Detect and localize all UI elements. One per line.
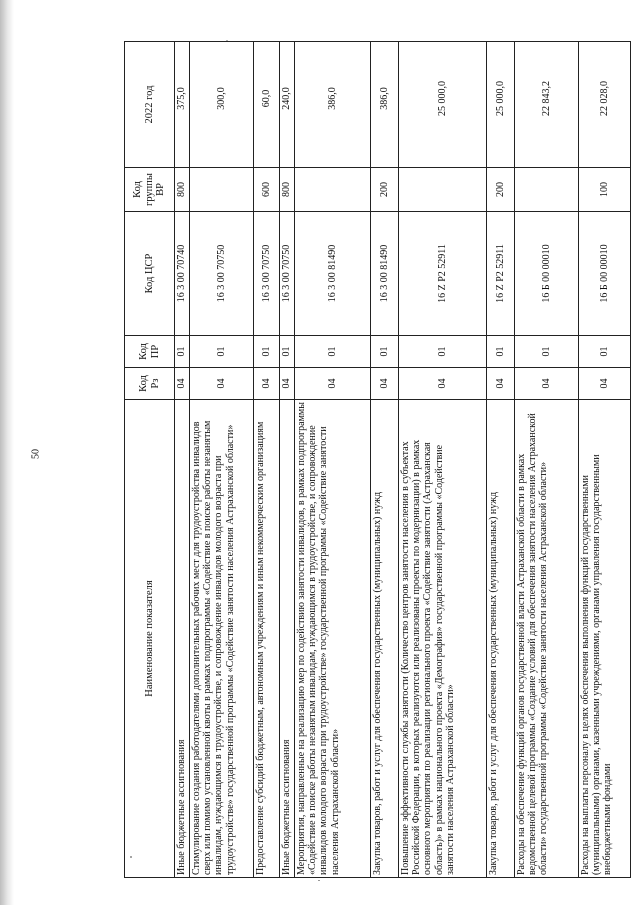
cell-name: Иные бюджетные ассигнования (175, 400, 190, 878)
table-body (175, 42, 631, 878)
cell-rz: 04 (515, 368, 579, 400)
cell-vr (190, 168, 254, 212)
cell-name: Закупка товаров, работ и услуг для обеспечения государственных (муниципальных) нужд (487, 400, 515, 878)
cell-value: 375,0 (175, 42, 190, 168)
table-header-row (125, 42, 175, 878)
table-row (280, 42, 295, 878)
table-row (254, 42, 280, 878)
cell-value: 60,0 (254, 42, 280, 168)
cell-vr (295, 168, 371, 212)
budget-table (124, 41, 631, 878)
cell-pr: 01 (190, 336, 254, 368)
cell-csr: 16 Б 00 00010 (515, 212, 579, 336)
table-row (175, 42, 190, 878)
cell-name: Повышение эффективности службы занятости (Количество центров занятости населения в субъектах Российской Федерации, в которых реализуются или реализованы проекты по модернизации) в рамках основного мероприятия по реализации регионального проекта «Содействие занятости (Астраханская область)» в рамках национального проекта «Демография» государственной программы «Содействие занятости населения Астраханской области» (399, 400, 487, 878)
header-csr: Код ЦСР (125, 212, 175, 336)
cell-rz: 04 (399, 368, 487, 400)
cell-csr: 16 3 00 70750 (280, 212, 295, 336)
cell-rz: 04 (190, 368, 254, 400)
table-row (190, 42, 254, 878)
table-row (295, 42, 371, 878)
cell-pr: 01 (371, 336, 399, 368)
cell-value: 300,0 (190, 42, 254, 168)
cell-pr: 01 (295, 336, 371, 368)
cell-rz: 04 (487, 368, 515, 400)
cell-value: 25 000,0 (399, 42, 487, 168)
cell-pr: 01 (515, 336, 579, 368)
cell-csr: 16 Z P2 52911 (487, 212, 515, 336)
cell-csr: 16 3 00 70750 (190, 212, 254, 336)
cell-rz: 04 (175, 368, 190, 400)
cell-vr: 600 (254, 168, 280, 212)
cell-name: Предоставление субсидий бюджетным, автономным учреждениям и иным некоммерческим организациям (254, 400, 280, 878)
cell-name: Закупка товаров, работ и услуг для обеспечения государственных (муниципальных) нужд (371, 400, 399, 878)
cell-csr: 16 3 00 81490 (371, 212, 399, 336)
cell-rz: 04 (280, 368, 295, 400)
cell-name: Мероприятия, направленные на реализацию мер по содействию занятости инвалидов, в рамках подпрограммы «Содействие в поиске работы незанятым инвалидам, нуждающимся в трудоустройстве, и сопровождение инвалидов молодого возраста при трудоустройстве» государственной программы «Содействие занятости населения Астраханской области» (295, 400, 371, 878)
cell-pr: 01 (254, 336, 280, 368)
rotated-page-content (124, 42, 614, 878)
cell-rz: 04 (579, 368, 631, 400)
table-row (515, 42, 579, 878)
cell-csr: 16 Z P2 52911 (399, 212, 487, 336)
cell-name: Стимулирование создания работодателями дополнительных рабочих мест для трудоустройства инвалидов сверх или помимо установленной квоты в рамках подпрограммы «Содействие в поиске работы незанятым инвалидам, нуждающимся в трудоустройстве, и сопровождение инвалидов молодого возраста при трудоустройстве» государственной программы «Содействие занятости населения Астраханской области» (190, 400, 254, 878)
cell-csr: 16 3 00 70740 (175, 212, 190, 336)
header-vr: Код группы ВР (125, 168, 175, 212)
cell-vr: 200 (487, 168, 515, 212)
cell-pr: 01 (399, 336, 487, 368)
cell-value: 22 028,0 (579, 42, 631, 168)
header-year: 2022 год (125, 42, 175, 168)
cell-value: 22 843,2 (515, 42, 579, 168)
scan-edge-shadow (0, 0, 14, 905)
cell-pr: 01 (280, 336, 295, 368)
cell-rz: 04 (371, 368, 399, 400)
table-row (579, 42, 631, 878)
cell-name: Расходы на обеспечение функций органов государственной власти Астраханской области в рамках ведомственной целевой программы «Создание условий для обеспечения занятости населения Астраханской области» государственной программы «Содействие занятости населения Астраханской области» (515, 400, 579, 878)
cell-vr: 800 (280, 168, 295, 212)
cell-value: 25 000,0 (487, 42, 515, 168)
table-row (487, 42, 515, 878)
cell-vr (515, 168, 579, 212)
cell-pr: 01 (487, 336, 515, 368)
table-row (371, 42, 399, 878)
header-pr: Код ПР (125, 336, 175, 368)
cell-csr: 16 3 00 81490 (295, 212, 371, 336)
cell-pr: 01 (579, 336, 631, 368)
cell-csr: 16 Б 00 00010 (579, 212, 631, 336)
cell-rz: 04 (295, 368, 371, 400)
cell-value: 386,0 (295, 42, 371, 168)
cell-name: Иные бюджетные ассигнования (280, 400, 295, 878)
cell-pr: 01 (175, 336, 190, 368)
cell-vr: 100 (579, 168, 631, 212)
cell-value: 240,0 (280, 42, 295, 168)
page-number: 50 (30, 449, 42, 459)
table-row (399, 42, 487, 878)
cell-vr (399, 168, 487, 212)
header-rz: Код Рз (125, 368, 175, 400)
header-name: Наименование показателя (125, 400, 175, 878)
cell-rz: 04 (254, 368, 280, 400)
scan-speck (318, 880, 320, 881)
cell-value: 386,0 (371, 42, 399, 168)
cell-vr: 800 (175, 168, 190, 212)
cell-vr: 200 (371, 168, 399, 212)
cell-name: Расходы на выплаты персоналу в целях обеспечения выполнения функций государственными (муниципальными) органами, казенными учреждениями, органами управления государственными внебюджетными фондами (579, 400, 631, 878)
cell-csr: 16 3 00 70750 (254, 212, 280, 336)
